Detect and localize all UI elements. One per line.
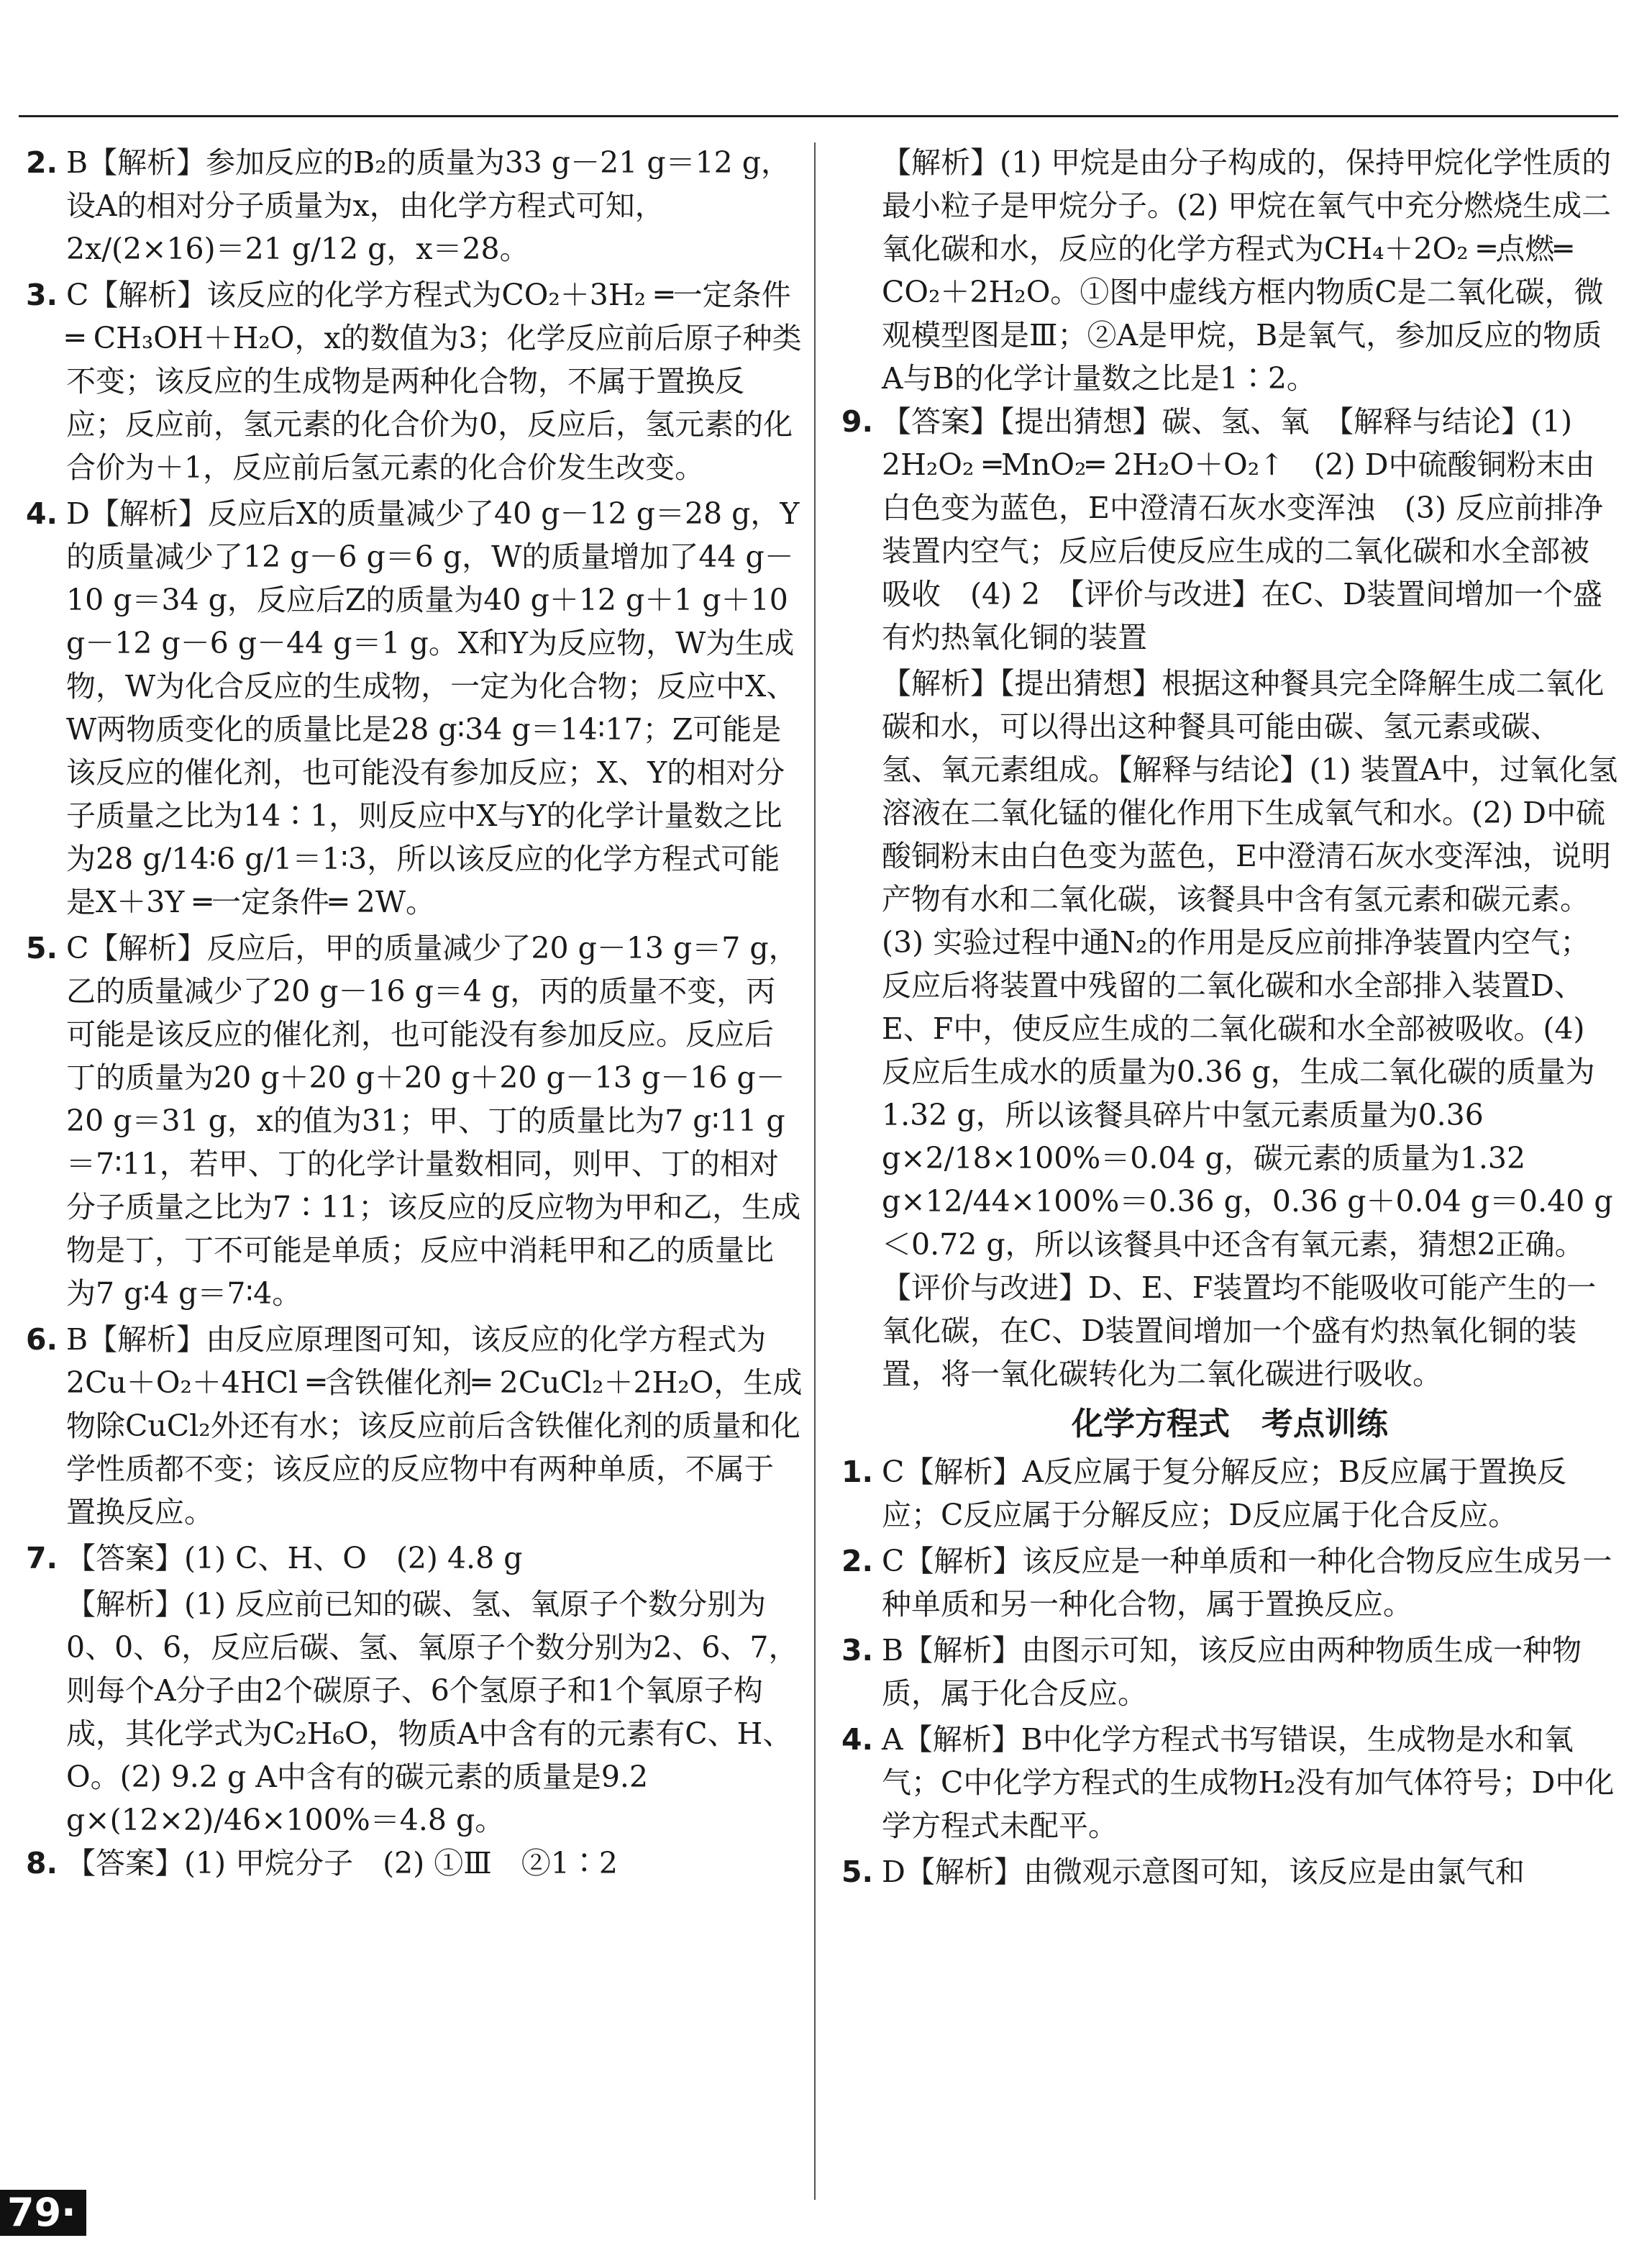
item-text: 【解析】【提出猜想】根据这种餐具完全降解生成二氧化碳和水，可以得出这种餐具可能由碳、氢元素或碳、氢、氧元素组成。【解释与结论】(1) 装置A中，过氧化氢溶液在二氧化锰的催化作用下生成氧气和水。(2) D中硫酸铜粉末由白色变为蓝色，E中澄清石灰水变浑浊，说明产物有水和二氧化碳，该餐具中含有氢元素和碳元素。(3) 实验过程中通N₂的作用是反应前排净装置内空气；反应后将装置中残留的二氧化碳和水全部排入装置D、E、F中，使反应生成的二氧化碳和水全部被吸收。(4) 反应后生成水的质量为0.36 g，生成二氧化碳的质量为1.32 g，所以该餐具碎片中氢元素质量为0.36 g×2/18×100%＝0.04 g，碳元素的质量为1.32 g×12/44×100%＝0.36 g，0.36 g＋0.04 g＝0.40 g＜0.72 g，所以该餐具中还含有氧元素，猜想2正确。【评价与改进】D、E、F装置均不能吸收可能产生的一氧化碳，在C、D装置间增加一个盛有灼热氧化铜的装置，将一氧化碳转化为二氧化碳进行吸收。 — [882, 666, 1618, 1391]
item-number: 1. — [841, 1455, 874, 1489]
item-text: B【解析】参加反应的B₂的质量为33 g－21 g＝12 g，设A的相对分子质量为x，由化学方程式可知，2x/(2×16)＝21 g/12 g，x＝28。 — [66, 145, 791, 266]
answer-item-7-analysis — [26, 1583, 803, 1842]
item-number: 3. — [26, 278, 58, 312]
top-rule — [19, 115, 1618, 117]
answer-item-9-analysis — [841, 662, 1618, 1396]
item-text: 【答案】(1) 甲烷分子 (2) ①Ⅲ ②1∶2 — [66, 1846, 618, 1880]
item-number: 9. — [841, 404, 874, 439]
answer-item-9 — [841, 400, 1618, 659]
item-text: B【解析】由图示可知，该反应由两种物质生成一种物质，属于化合反应。 — [882, 1633, 1582, 1711]
column-divider — [814, 142, 816, 2200]
answer-item-2 — [26, 141, 803, 270]
item-number: 8. — [26, 1846, 58, 1880]
item-text: 【解析】(1) 甲烷是由分子构成的，保持甲烷化学性质的最小粒子是甲烷分子。(2) 甲烷在氧气中充分燃烧生成二氧化碳和水，反应的化学方程式为CH₄＋2O₂ ═点燃═ CO₂＋2H₂O。①图中虚线方框内物质C是二氧化碳，微观模型图是Ⅲ；②A是甲烷，B是氧气，参加反应的物质A与B的化学计量数之比是1∶2。 — [882, 145, 1612, 396]
item-text: B【解析】由反应原理图可知，该反应的化学方程式为2Cu＋O₂＋4HCl ═含铁催化剂═ 2CuCl₂＋2H₂O，生成物除CuCl₂外还有水；该反应前后含铁催化剂的质量和化学性质都不变；该反应的反应物中有两种单质，不属于置换反应。 — [66, 1322, 803, 1529]
answer-item-5 — [26, 927, 803, 1315]
item-number: 5. — [841, 1855, 874, 1889]
training-item-1 — [841, 1450, 1618, 1537]
section-heading: 化学方程式 考点训练 — [1072, 1406, 1388, 1442]
training-item-2 — [841, 1539, 1618, 1626]
item-number: 5. — [26, 931, 58, 965]
item-text: 【答案】【提出猜想】碳、氢、氧 【解释与结论】(1) 2H₂O₂ ═MnO₂═ 2H₂O＋O₂↑ (2) D中硫酸铜粉末由白色变为蓝色，E中澄清石灰水变浑浊 (3) 反应前排净装置内空气；反应后使反应生成的二氧化碳和水全部被吸收 (4) 2 【评价与改进】在C、D装置间增加一个盛有灼热氧化铜的装置 — [882, 404, 1604, 655]
item-text: 【答案】(1) C、H、O (2) 4.8 g — [66, 1541, 523, 1575]
item-text: D【解析】由微观示意图可知，该反应是由氯气和 — [882, 1855, 1525, 1889]
training-item-4 — [841, 1718, 1618, 1847]
item-text: D【解析】反应后X的质量减少了40 g－12 g＝28 g，Y的质量减少了12 g－6 g＝6 g，W的质量增加了44 g－10 g＝34 g，反应后Z的质量为40 g＋12 g＋1 g＋10 g－12 g－6 g－44 g＝1 g。X和Y为反应物，W为生成物，W为化合反应的生成物，一定为化合物；反应中X、W两物质变化的质量比是28 g∶34 g＝14∶17；Z可能是该反应的催化剂，也可能没有参加反应；X、Y的相对分子质量之比为14∶1，则反应中X与Y的化学计量数之比为28 g/14∶6 g/1＝1∶3，所以该反应的化学方程式可能是X＋3Y ═一定条件═ 2W。 — [66, 496, 800, 919]
item-number: 4. — [26, 496, 58, 531]
answer-item-4 — [26, 492, 803, 924]
answer-item-7 — [26, 1537, 803, 1580]
item-text: C【解析】该反应的化学方程式为CO₂＋3H₂ ═一定条件═ CH₃OH＋H₂O，x的数值为3；化学反应前后原子种类不变；该反应的生成物是两种化合物，不属于置换反应；反应前，氢元素的化合价为0，反应后，氢元素的化合价为＋1，反应前后氢元素的化合价发生改变。 — [66, 278, 802, 485]
item-number: 6. — [26, 1322, 58, 1357]
item-number: 4. — [841, 1722, 874, 1757]
item-text: C【解析】A反应属于复分解反应；B反应属于置换反应；C反应属于分解反应；D反应属于化合反应。 — [882, 1455, 1567, 1532]
right-column — [841, 141, 1618, 1896]
answer-item-8-analysis — [841, 141, 1618, 400]
training-item-5 — [841, 1850, 1618, 1893]
training-item-3 — [841, 1629, 1618, 1715]
item-text: A【解析】B中化学方程式书写错误，生成物是水和氧气；C中化学方程式的生成物H₂没有加气体符号；D中化学方程式未配平。 — [882, 1722, 1615, 1843]
left-column — [26, 141, 803, 1888]
item-number: 7. — [26, 1541, 58, 1575]
item-number: 3. — [841, 1633, 874, 1668]
answer-item-3 — [26, 273, 803, 489]
item-text: 【解析】(1) 反应前已知的碳、氢、氧原子个数分别为0、0、6，反应后碳、氢、氧原子个数分别为2、6、7，则每个A分子由2个碳原子、6个氢原子和1个氧原子构成，其化学式为C₂H₆O，物质A中含有的元素有C、H、O。(2) 9.2 g A中含有的碳元素的质量是9.2 g×(12×2)/46×100%＝4.8 g。 — [66, 1587, 798, 1837]
item-text: C【解析】反应后，甲的质量减少了20 g－13 g＝7 g，乙的质量减少了20 g－16 g＝4 g，丙的质量不变，丙可能是该反应的催化剂，也可能没有参加反应。反应后丁的质量为20 g＋20 g＋20 g＋20 g－13 g－16 g－20 g＝31 g，x的值为31；甲、丁的质量比为7 g∶11 g＝7∶11，若甲、丁的化学计量数相同，则甲、丁的相对分子质量之比为7∶11；该反应的反应物为甲和乙，生成物是丁，丁不可能是单质；反应中消耗甲和乙的质量比为7 g∶4 g＝7∶4。 — [66, 931, 801, 1311]
page-number: 79· — [0, 2190, 86, 2236]
item-text: C【解析】该反应是一种单质和一种化合物反应生成另一种单质和另一种化合物，属于置换反应。 — [882, 1544, 1612, 1621]
answer-item-6 — [26, 1318, 803, 1534]
answer-item-8 — [26, 1842, 803, 1885]
item-number: 2. — [841, 1544, 874, 1578]
item-number: 2. — [26, 145, 58, 180]
